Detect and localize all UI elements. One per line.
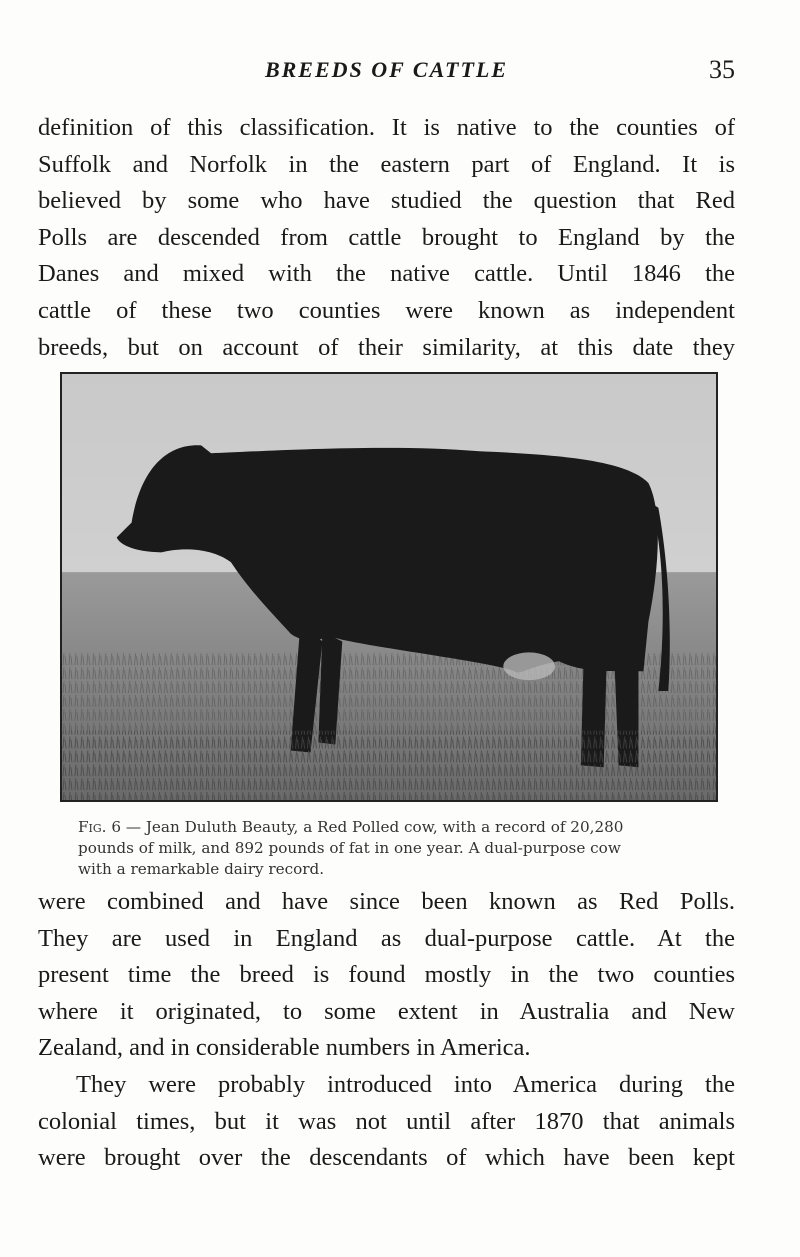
caption-text: — Jean Duluth Beauty, a Red Polled cow, with a record of 20,280 — [125, 818, 624, 836]
text-line: were combined and have since been known as Red Polls. — [38, 888, 735, 915]
paragraph-bottom — [38, 884, 735, 1177]
text-line: were brought over the descendants of which have been kept — [38, 1144, 735, 1172]
text-line: breeds, but on account of their similarity, at this date they — [38, 333, 735, 361]
text-line: definition of this classification. It is native to the counties of — [38, 114, 735, 141]
paragraph-top — [38, 110, 735, 366]
text-line: They are used in England as dual-purpose cattle. At the — [38, 924, 735, 952]
figure-caption — [78, 817, 718, 880]
text-line: They were probably introduced into America during the — [76, 1070, 735, 1098]
foreground-grass — [62, 731, 716, 800]
text-line: Danes and mixed with the native cattle. Until 1846 the — [38, 260, 735, 288]
text-line: believed by some who have studied the question that Red — [38, 187, 735, 215]
text-line: Polls are descended from cattle brought to England by the — [38, 223, 735, 251]
cow-photo-illustration — [62, 374, 716, 800]
figure-label: Fig. 6 — [78, 818, 121, 836]
caption-line: with a remarkable dairy record. — [78, 860, 325, 878]
page-number: 35 — [709, 55, 735, 84]
caption-line — [78, 817, 718, 838]
text-line: cattle of these two counties were known as independent — [38, 296, 735, 324]
text-line: colonial times, but it was not until after 1870 that animals — [38, 1107, 735, 1135]
cow-udder — [503, 652, 555, 680]
text-line: present time the breed is found mostly in the two counties — [38, 961, 735, 989]
text-line: where it originated, to some extent in Australia and New — [38, 997, 735, 1025]
caption-line: pounds of milk, and 892 pounds of fat in one year. A dual-purpose cow — [78, 839, 621, 857]
text-line: Suffolk and Norfolk in the eastern part of England. It is — [38, 150, 735, 178]
running-head: BREEDS OF CATTLE — [264, 57, 509, 82]
text-line: Zealand, and in considerable numbers in America. — [38, 1034, 531, 1062]
cow-photograph — [60, 372, 718, 802]
page-header — [38, 52, 735, 88]
